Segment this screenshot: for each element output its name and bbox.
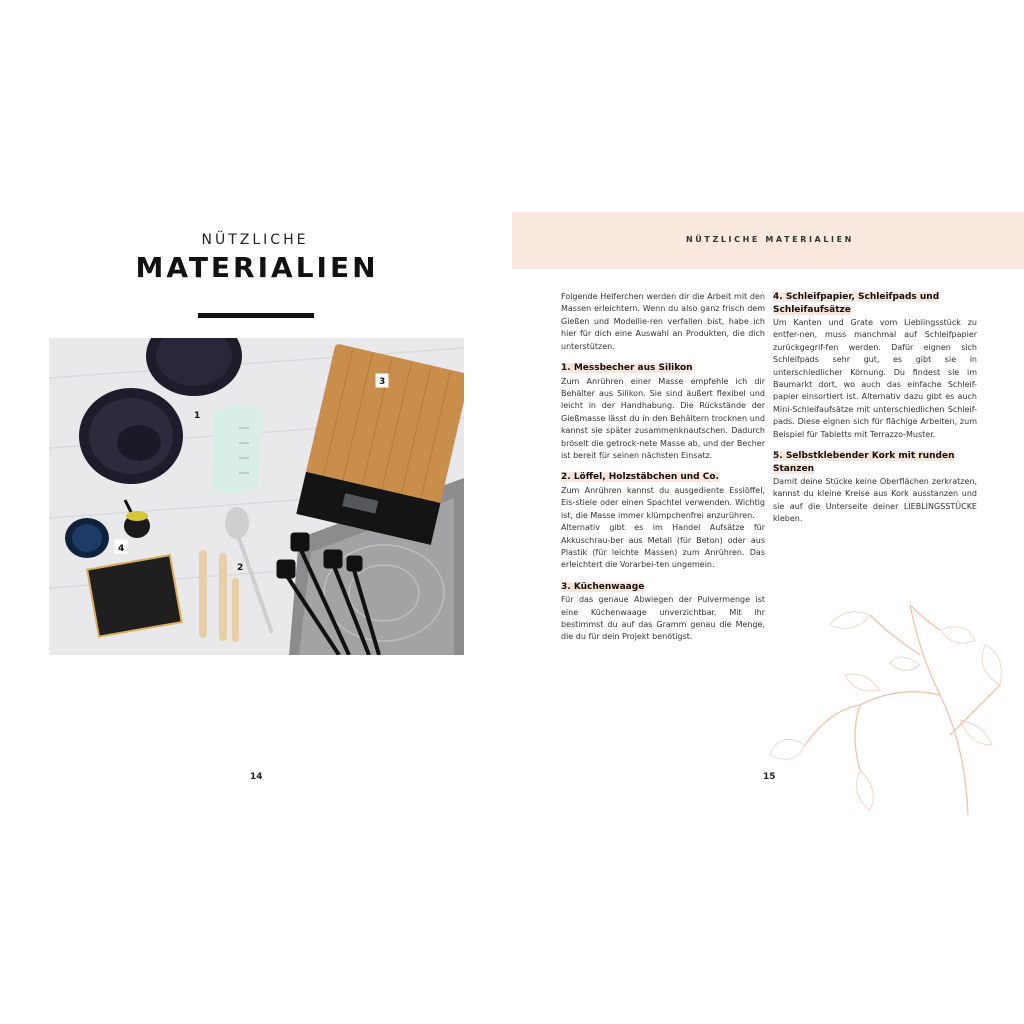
heading-small: NÜTZLICHE (201, 232, 309, 248)
section-paragraph: Zum Anrühren einer Masse empfehle ich dir Behälter aus Silikon. Sie sind äußert flexibel und leicht in der Handhabung. Die Rückstände der Gießmasse lässt du in den Behältern trocknen und kannst sie später zusammenknautschen. Dadurch bröselt die getrock-nete Masse ab, und der Becher ist bereit für seinen nächsten Einsatz. (561, 376, 765, 460)
photo-label: 4 (118, 544, 125, 554)
running-head: NÜTZLICHE MATERIALIEN (686, 235, 854, 244)
section-paragraph: Für das genaue Abwiegen der Pulvermenge ist eine Küchenwaage unverzichtbar. Mit ihr bestimmst du auf das Gramm genau die Menge, die du für dein Projekt benötigst. (561, 595, 765, 642)
text-column-2 (773, 291, 977, 526)
heading-big: MATERIALIEN (135, 251, 379, 284)
photo-label: 1 (194, 411, 201, 421)
section-paragraph: Um Kanten und Grate vom Lieblingsstück zu entfer-nen, muss manchmal auf Schleifpapier zurückgegrif-fen werden. Dafür eignen sich Schleifpads sehr gut, es gibt sie in unterschiedlicher Körnung. Du findest sie im Baumarkt dort, wo auch das einfache Schleif-papier einsortiert ist. Alternativ dazu gibt es auch Mini-Schleifaufsätze mit unterschiedlichen Schleif-pads. Diese eignen sich für flächige Arbeiten, zum Beispiel für Tabletts mit Terrazzo-Muster. (773, 318, 977, 439)
section-title: 5. Selbstklebender Kork mit runden Stanzen (773, 451, 955, 474)
photo-label: 3 (379, 377, 386, 387)
page-number-left: 14 (250, 772, 263, 782)
section-title: 3. Küchenwaage (561, 581, 645, 592)
section-paragraph: Alternativ gibt es im Handel Aufsätze für Akkuschrau-ber aus Metall (für Beton) oder aus Plastik (für leichte Massen) zum Anrühren. Das erleichtert die Vorarbei-ten ungemein. (561, 523, 765, 570)
section-title: 2. Löffel, Holzstäbchen und Co. (561, 472, 719, 483)
section-paragraph: Damit deine Stücke keine Oberflächen zerkratzen, kannst du kleine Kreise aus Kork ausstanzen und sie auf die Unterseite deiner LIEBLINGSSTÜCKE kleben. (773, 477, 977, 524)
branch-illustration (760, 595, 1010, 815)
section-title: 4. Schleifpapier, Schleifpads und Schleifaufsätze (773, 292, 940, 315)
text-column-1 (561, 291, 765, 644)
section-paragraph: Zum Anrühren kannst du ausgediente Esslöffel, Eis-stiele oder einen Spachtel verwenden. Wichtig ist, die Masse immer klümpchenfrei anzurühren. (561, 485, 765, 520)
section-title: 1. Messbecher aus Silikon (561, 363, 693, 374)
photo-label: 2 (237, 563, 244, 573)
intro-paragraph: Folgende Helferchen werden dir die Arbeit mit den Massen erleichtern. Wenn du also ganz frisch dem Gießen und Modellie-ren verfallen bist, habe ich hier für dich eine Auswahl an Produkten, die dich unterstützen. (561, 292, 765, 351)
page-number-right: 15 (763, 772, 776, 782)
heading-rule (198, 313, 314, 318)
materials-photo (49, 338, 464, 655)
